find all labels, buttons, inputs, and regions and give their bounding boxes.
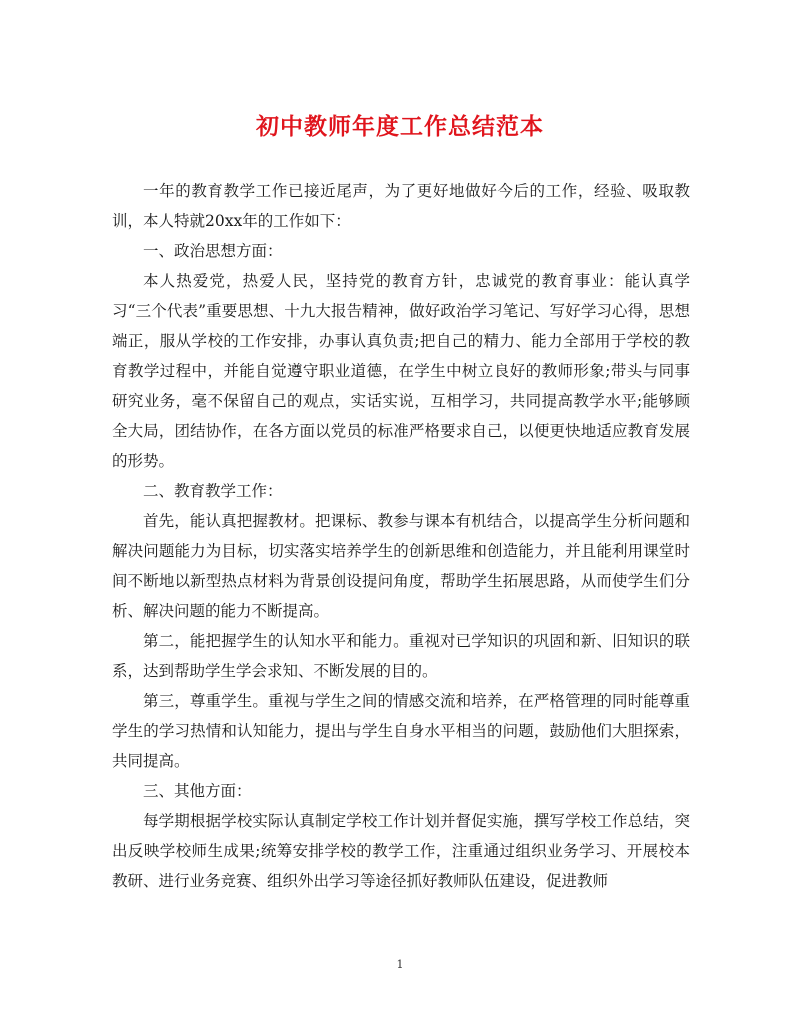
political-paragraph: 本人热爱党，热爱人民，坚持党的教育方针，忠诚党的教育事业：能认真学习“三个代表”重要思想、十九大报告精神，做好政治学习笔记、写好学习心得，思想端正，服从学校的工作安排，办事认真负责;把自己的精力、能力全部用于学校的教育教学过程中，并能自觉遵守职业道德，在学生中树立良好的教师形象;带头与同事研究业务，毫不保留自己的观点，实话实说，互相学习，共同提高教学水平;能够顾全大局，团结协作，在各方面以党员的标准严格要求自己，以便更快地适应教育发展的形势。 [112, 272, 690, 470]
page-number: 1 [396, 958, 404, 971]
section-heading-other: 三、其他方面： [143, 782, 252, 800]
document-title: 初中教师年度工作总结范本 [256, 113, 544, 140]
section-heading-political: 一、政治思想方面： [143, 242, 283, 260]
section-heading-teaching: 二、教育教学工作： [143, 482, 283, 500]
document-body [112, 176, 690, 896]
intro-paragraph: 一年的教育教学工作已接近尾声，为了更好地做好今后的工作，经验、吸取教训，本人特就20xx年的工作如下： [112, 182, 690, 230]
other-paragraph: 每学期根据学校实际认真制定学校工作计划并督促实施，撰写学校工作总结，突出反映学校师生成果;统筹安排学校的教学工作，注重通过组织业务学习、开展校本教研、进行业务竞赛、组织外出学习等途径抓好教师队伍建设，促进教师 [112, 812, 690, 890]
teaching-paragraph-third: 第三，尊重学生。重视与学生之间的情感交流和培养，在严格管理的同时能尊重学生的学习热情和认知能力，提出与学生自身水平相当的问题，鼓励他们大胆探索，共同提高。 [112, 692, 690, 770]
teaching-paragraph-first: 首先，能认真把握教材。把课标、教参与课本有机结合，以提高学生分析问题和解决问题能力为目标，切实落实培养学生的创新思维和创造能力，并且能利用课堂时间不断地以新型热点材料为背景创设提问角度，帮助学生拓展思路，从而使学生们分析、解决问题的能力不断提高。 [112, 512, 690, 620]
teaching-paragraph-second: 第二，能把握学生的认知水平和能力。重视对已学知识的巩固和新、旧知识的联系，达到帮助学生学会求知、不断发展的目的。 [112, 632, 690, 680]
